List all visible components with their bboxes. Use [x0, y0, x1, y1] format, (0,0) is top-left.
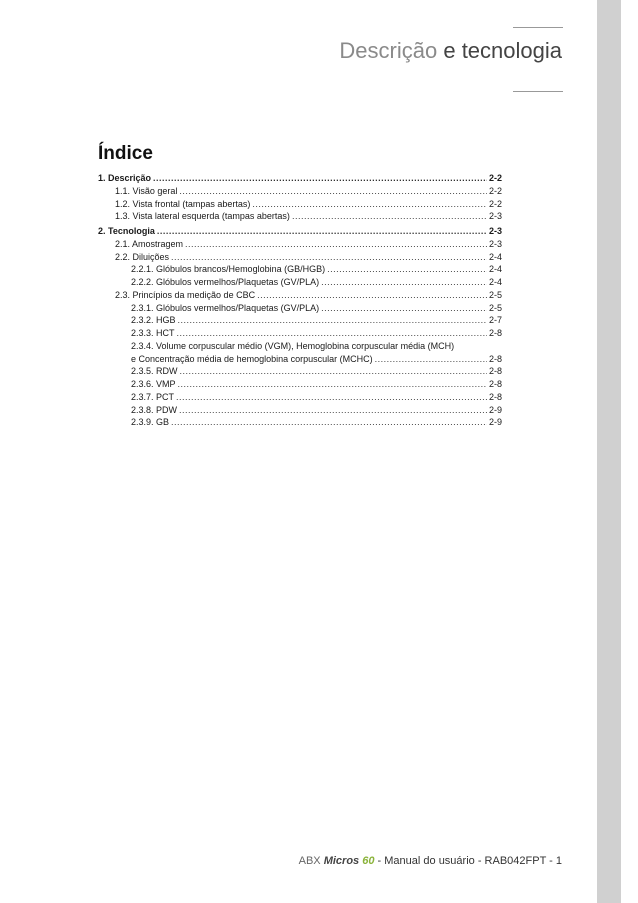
header-rule-bottom: [513, 91, 563, 92]
toc-entry-2-3-1[interactable]: [98, 302, 502, 315]
toc-entry-label: 2.2. Diluições: [115, 251, 170, 262]
toc-entry-1-1[interactable]: [98, 185, 502, 198]
footer-brand-name: Micros: [323, 855, 360, 867]
header-rule-top: [513, 27, 563, 28]
toc-entry-2-3-5[interactable]: [98, 365, 502, 378]
toc-entry-label: 2.3.1. Glóbulos vermelhos/Plaquetas (GV/PLA): [131, 302, 320, 313]
toc-entry-2-3[interactable]: [98, 289, 502, 302]
toc-leader: [327, 263, 487, 276]
toc-leader: [375, 353, 487, 366]
toc-entry-label: 2.3.5. RDW: [131, 366, 178, 377]
toc-entry-label: 2.3. Princípios da medição de CBC: [115, 289, 256, 300]
toc-leader: [153, 172, 487, 185]
toc-entry-label: e Concentração média de hemoglobina corpuscular (MCHC): [131, 353, 373, 364]
toc-entry-label: 2.3.7. PCT: [131, 391, 175, 402]
toc-entry-page: 2-8: [488, 379, 502, 389]
toc-leader: [171, 416, 487, 429]
toc-entry-label: 2.2.1. Glóbulos brancos/Hemoglobina (GB/HGB): [131, 264, 326, 275]
toc-entry-page: 2-3: [488, 238, 502, 249]
page-footer: [299, 855, 562, 867]
toc-entry-label: 2.3.6. VMP: [131, 379, 176, 389]
toc-entry-page: 2-5: [488, 302, 502, 313]
toc-entry-page: 2-8: [488, 366, 502, 377]
toc-entry-page: 2-2: [488, 173, 502, 183]
toc-entry-page: 2-3: [488, 226, 502, 236]
toc-entry-2-3-6[interactable]: [98, 378, 502, 391]
toc-entry-1-2[interactable]: [98, 198, 502, 211]
toc-entry-page: 2-2: [488, 198, 502, 209]
toc-entry-label: 1.2. Vista frontal (tampas abertas): [115, 198, 251, 209]
toc-entry-2-1[interactable]: [98, 238, 502, 251]
toc-leader: [257, 289, 487, 302]
toc-leader: [185, 238, 487, 251]
toc-entry-page: 2-9: [488, 417, 502, 428]
toc-entry-2[interactable]: [98, 225, 502, 238]
toc-entry-label: 2.3.8. PDW: [131, 404, 178, 415]
toc-leader: [292, 210, 487, 223]
toc-leader: [252, 198, 487, 211]
index-heading: Índice: [98, 143, 153, 164]
toc-leader: [176, 391, 487, 404]
toc-leader: [171, 251, 487, 264]
toc-leader: [178, 378, 487, 391]
toc-entry-2-2-1[interactable]: [98, 263, 502, 276]
toc-leader: [180, 365, 487, 378]
toc-entry-page: 2-8: [488, 391, 502, 402]
toc-entry-page: 2-8: [488, 328, 502, 338]
toc-leader: [321, 276, 487, 289]
toc-entry-page: 2-3: [488, 211, 502, 222]
toc-entry-2-3-8[interactable]: [98, 404, 502, 417]
toc-leader: [179, 185, 487, 198]
toc-entry-2-2-2[interactable]: [98, 276, 502, 289]
toc-leader: [178, 314, 487, 327]
toc-entry-page: 2-4: [488, 251, 502, 262]
toc-entry-label: 2. Tecnologia: [98, 226, 155, 236]
toc-entry-page: 2-9: [488, 404, 502, 415]
toc-entry-page: 2-8: [488, 353, 502, 364]
toc-entry-page: 2-2: [488, 185, 502, 196]
chapter-title-part2: e tecnologia: [443, 38, 562, 63]
footer-brand-prefix: ABX: [298, 855, 321, 867]
toc-entry-2-3-4-line1[interactable]: 2.3.4. Volume corpuscular médio (VGM), Hemoglobina corpuscular média (MCH): [131, 340, 455, 351]
toc-leader: [177, 327, 487, 340]
toc-entry-2-2[interactable]: [98, 251, 502, 264]
toc-entry-page: 2-7: [488, 315, 502, 326]
footer-brand-number: 60: [362, 855, 375, 867]
toc-entry-label: 1.3. Vista lateral esquerda (tampas abertas): [115, 211, 290, 222]
toc-entry-2-3-7[interactable]: [98, 391, 502, 404]
toc-entry-2-3-2[interactable]: [98, 314, 502, 327]
toc-entry-label: 1.1. Visão geral: [115, 185, 178, 196]
toc-entry-label: 2.3.3. HCT: [131, 328, 175, 338]
toc-leader: [321, 302, 487, 315]
toc-entry-2-3-9[interactable]: [98, 416, 502, 429]
toc-entry-label: 2.3.2. HGB: [131, 315, 176, 326]
toc-leader: [179, 404, 487, 417]
chapter-title: [339, 38, 562, 64]
toc-entry-label: 1. Descrição: [98, 173, 152, 183]
toc-entry-2-3-4[interactable]: [98, 353, 502, 366]
chapter-title-part1: Descrição: [339, 38, 438, 63]
toc-entry-1-3[interactable]: [98, 210, 502, 223]
toc-entry-label: 2.2.2. Glóbulos vermelhos/Plaquetas (GV/PLA): [131, 277, 320, 287]
footer-text: - Manual do usuário - RAB042FPT - 1: [377, 855, 562, 867]
side-tab-bar: [597, 0, 621, 903]
toc-entry-2-3-3[interactable]: [98, 327, 502, 340]
toc-entry-1[interactable]: [98, 172, 502, 185]
toc-leader: [157, 225, 487, 238]
toc-entry-label: 2.1. Amostragem: [115, 238, 184, 249]
toc-entry-label: 2.3.9. GB: [131, 417, 170, 428]
table-of-contents: [98, 170, 502, 429]
toc-entry-page: 2-5: [488, 289, 502, 300]
toc-entry-page: 2-4: [488, 264, 502, 275]
toc-entry-page: 2-4: [488, 277, 502, 287]
